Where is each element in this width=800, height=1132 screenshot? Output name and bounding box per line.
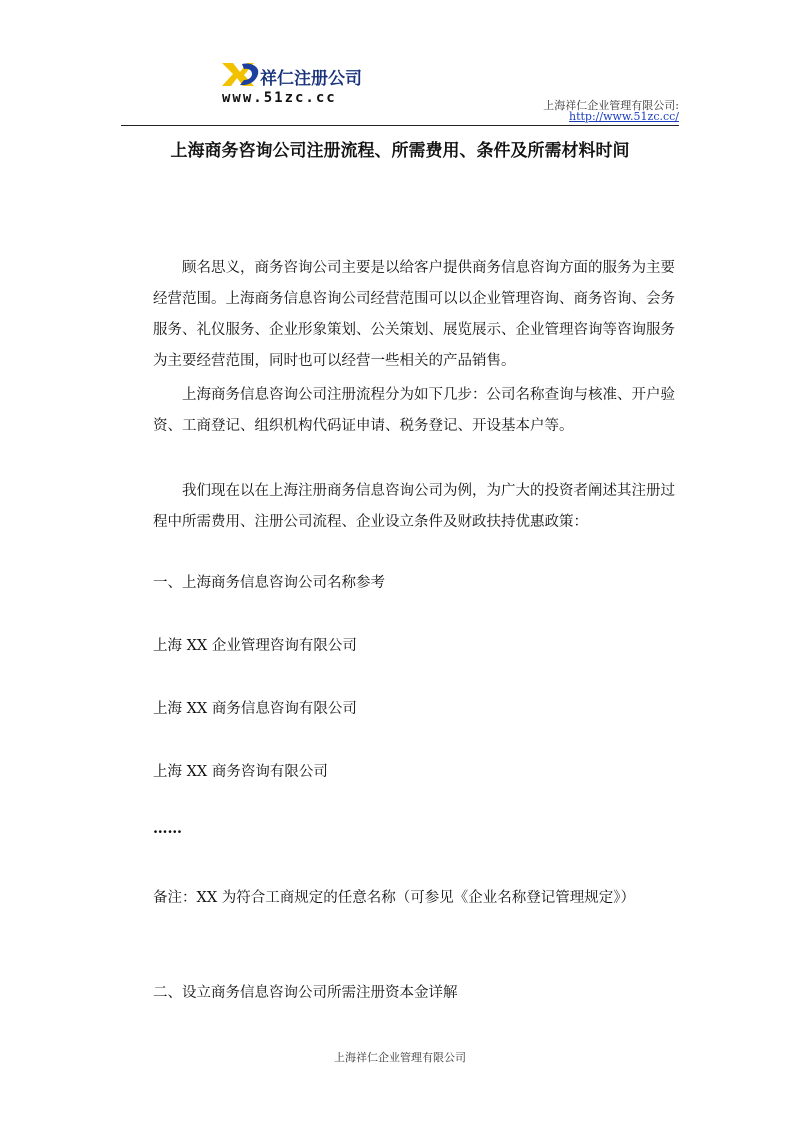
paragraph-2 [153, 380, 683, 442]
header-company-name: 上海祥仁企业管理有限公司: [543, 99, 679, 112]
header-divider [121, 125, 679, 126]
ellipsis: …… [153, 820, 182, 837]
logo-url: www.51zc.cc [222, 90, 337, 106]
paragraph-3 [153, 476, 683, 538]
name-example-1: 上海 XX 企业管理咨询有限公司 [153, 638, 357, 654]
section-heading-2: 二、设立商务信息咨询公司所需注册资本金详解 [153, 985, 458, 1001]
paragraph-1 [153, 222, 683, 377]
page-title: 上海商务咨询公司注册流程、所需费用、条件及所需材料时间 [170, 141, 630, 161]
paragraph-1-text: 顾名思义，商务咨询公司主要是以给客户提供商务信息咨询方面的服务为主要经营范围。上海商务信息咨询公司经营范围可以以企业管理咨询、商务咨询、会务服务、礼仪服务、企业形象策划、公关策划、展览展示、企业管理咨询等咨询服务为主要经营范围，同时也可以经营一些相关的产品销售。 [153, 260, 675, 369]
paragraph-3-text: 我们现在以在上海注册商务信息咨询公司为例，为广大的投资者阐述其注册过程中所需费用、注册公司流程、企业设立条件及财政扶持优惠政策： [153, 483, 675, 530]
logo-mark-icon [220, 60, 262, 88]
note-line: 备注：XX 为符合工商规定的任意名称（可参见《企业名称登记管理规定》） [153, 890, 636, 906]
company-logo [220, 60, 420, 110]
logo-name: 祥仁注册公司 [260, 69, 362, 89]
section-heading-1: 一、上海商务信息咨询公司名称参考 [153, 575, 385, 591]
page-footer: 上海祥仁企业管理有限公司 [334, 1051, 466, 1064]
name-example-2: 上海 XX 商务信息咨询有限公司 [153, 701, 357, 717]
paragraph-2-text: 上海商务信息咨询公司注册流程分为如下几步：公司名称查询与核准、开户验资、工商登记、组织机构代码证申请、税务登记、开设基本户等。 [153, 387, 675, 434]
header-website-link[interactable]: http://www.51zc.cc/ [569, 110, 679, 123]
name-example-3: 上海 XX 商务咨询有限公司 [153, 764, 328, 780]
